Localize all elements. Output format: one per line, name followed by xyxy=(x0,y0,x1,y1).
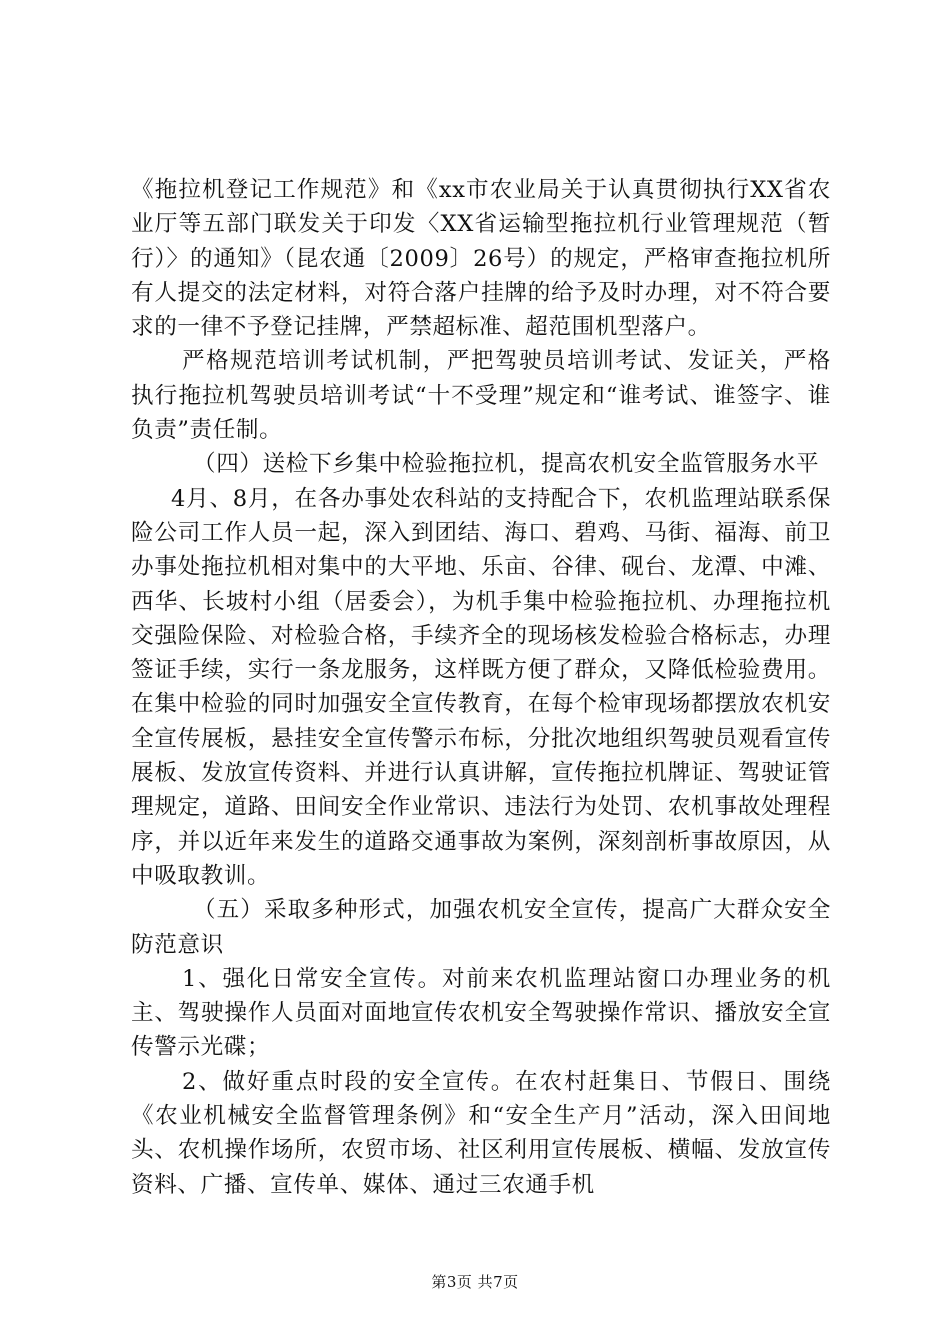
paragraph-1: 《拖拉机登记工作规范》和《xx市农业局关于认真贯彻执行XX省农业厅等五部门联发关于印发〈XX省运输型拖拉机行业管理规范（暂行）〉的通知》（昆农通〔2009〕26号）的规定，严格审查拖拉机所有人提交的法定材料，对符合落户挂牌的给予及时办理，对不符合要求的一律不予登记挂牌，严禁超标准、超范围机型落户。 xyxy=(131,177,831,341)
paragraph-3: 4月、8月，在各办事处农科站的支持配合下，农机监理站联系保险公司工作人员一起，深入到团结、海口、碧鸡、马街、福海、前卫办事处拖拉机相对集中的大平地、乐亩、谷律、砚台、龙潭、中滩、西华、长坡村小组（居委会），为机手集中检验拖拉机、办理拖拉机交强险保险、对检验合格，手续齐全的现场核发检验合格标志，办理签证手续，实行一条龙服务，这样既方便了群众，又降低检验费用。在集中检验的同时加强安全宣传教育，在每个检审现场都摆放农机安全宣传展板，悬挂安全宣传警示布标，分批次地组织驾驶员观看宣传展板、发放宣传资料、并进行认真讲解，宣传拖拉机牌证、驾驶证管理规定，道路、田间安全作业常识、违法行为处罚、农机事故处理程序，并以近年来发生的道路交通事故为案例，深刻剖析事故原因，从中吸取教训。 xyxy=(131,485,831,889)
section-heading-5: （五）采取多种形式，加强农机安全宣传，提高广大群众安全防范意识 xyxy=(131,897,831,958)
section-heading-4: （四）送检下乡集中检验拖拉机，提高农机安全监管服务水平 xyxy=(193,451,820,478)
paragraph-5: 2、做好重点时段的安全宣传。在农村赶集日、节假日、围绕《农业机械安全监督管理条例》和“安全生产月”活动，深入田间地头、农机操作场所，农贸市场、社区利用宣传展板、横幅、发放宣传资料、广播、宣传单、媒体、通过三农通手机 xyxy=(131,1068,831,1198)
page-number-footer: 第3页 共7页 xyxy=(431,1273,519,1291)
paragraph-2: 严格规范培训考试机制，严把驾驶员培训考试、发证关，严格执行拖拉机驾驶员培训考试“十不受理”规定和“谁考试、谁签字、谁负责”责任制。 xyxy=(131,348,831,444)
document-body xyxy=(131,173,831,1202)
paragraph-4: 1、强化日常安全宣传。对前来农机监理站窗口办理业务的机主、驾驶操作人员面对面地宣传农机安全驾驶操作常识、播放安全宣传警示光碟； xyxy=(131,965,831,1061)
